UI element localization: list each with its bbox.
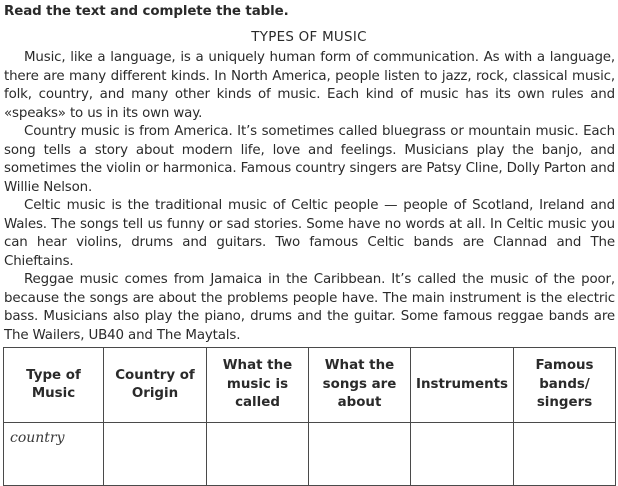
table-cell[interactable] xyxy=(104,423,207,486)
table-header-row xyxy=(4,348,616,423)
cell-type-country: country xyxy=(10,430,65,446)
header-type-of-music: Type of Music xyxy=(4,348,104,423)
table-cell[interactable] xyxy=(411,423,514,486)
paragraph-country: Country music is from America. It’s sometimes called bluegrass or mountain music. Each song tells a story about modern life, love and feelings. Musicians play the banjo, and sometimes the violin or harmonica. Famous country singers are Patsy Cline, Dolly Parton and Willie Nelson. xyxy=(4,124,615,195)
music-table xyxy=(3,347,616,486)
header-instruments: Instruments xyxy=(411,348,514,423)
table-cell[interactable] xyxy=(4,423,104,486)
reading-text xyxy=(4,49,615,345)
header-what-called: What the music is called xyxy=(207,348,309,423)
table-cell[interactable] xyxy=(207,423,309,486)
header-famous-bands: Famous bands/ singers xyxy=(514,348,616,423)
paragraph-intro: Music, like a language, is a uniquely human form of communication. As with a language, there are many different kinds. In North America, people listen to jazz, rock, classical music, folk, country, and many other kinds of music. Each kind of music has its own rules and «speaks» to us in its own way. xyxy=(4,50,615,121)
table-cell[interactable] xyxy=(309,423,411,486)
text-title: TYPES OF MUSIC xyxy=(251,30,367,45)
instruction: Read the text and complete the table. xyxy=(4,4,289,19)
table-row xyxy=(4,423,616,486)
table-cell[interactable] xyxy=(514,423,616,486)
paragraph-reggae: Reggae music comes from Jamaica in the Caribbean. It’s called the music of the poor, because the songs are about the problems people have. The main instrument is the electric bass. Musicians also play the piano, drums and the guitar. Some famous reggae bands are The Wailers, UB40 and The Maytals. xyxy=(4,272,615,343)
paragraph-celtic: Celtic music is the traditional music of Celtic people — people of Scotland, Ireland and Wales. The songs tell us funny or sad stories. Some have no words at all. In Celtic music you can hear violins, drums and guitars. Two famous Celtic bands are Clannad and The Chieftains. xyxy=(4,198,615,269)
header-songs-about: What the songs are about xyxy=(309,348,411,423)
header-country-of-origin: Country of Origin xyxy=(104,348,207,423)
